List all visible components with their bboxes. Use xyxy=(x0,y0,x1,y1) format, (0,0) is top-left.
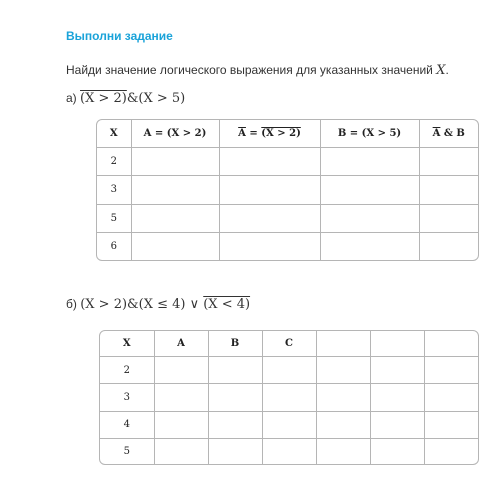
table-b-answer-cell[interactable] xyxy=(154,438,208,464)
table-a-answer-cell[interactable] xyxy=(320,176,419,204)
part-a-expression xyxy=(80,91,185,106)
table-a-header-not-a-rhs: (X > 2) xyxy=(261,127,301,139)
table-b-answer-cell[interactable] xyxy=(208,384,262,411)
table-a-header-not-a xyxy=(219,120,320,147)
table-a-row xyxy=(97,176,478,204)
task-text: Найди значение логического выражения для указанных значений xyxy=(66,63,433,77)
table-b-answer-cell[interactable] xyxy=(316,411,370,438)
part-b-expr-main: (X > 2)&(X ≤ 4) ∨ xyxy=(80,297,204,312)
table-b-cell-x: 3 xyxy=(100,384,154,411)
table-a-row xyxy=(97,147,478,175)
part-b-label xyxy=(66,297,250,312)
table-b-answer-cell[interactable] xyxy=(370,384,424,411)
table-b-answer-cell[interactable] xyxy=(316,438,370,464)
table-a-answer-cell[interactable] xyxy=(219,176,320,204)
table-b-answer-cell[interactable] xyxy=(424,411,478,438)
table-a-row xyxy=(97,204,478,232)
table-a-answer-cell[interactable] xyxy=(320,204,419,232)
table-b-answer-cell[interactable] xyxy=(208,357,262,384)
table-b-answer-cell[interactable] xyxy=(370,411,424,438)
table-b-answer-cell[interactable] xyxy=(262,384,316,411)
table-a-answer-cell[interactable] xyxy=(320,147,419,175)
table-a-row xyxy=(97,233,478,260)
part-a-prefix: а) xyxy=(66,91,77,105)
table-b-answer-cell[interactable] xyxy=(370,357,424,384)
table-b-cell-x: 5 xyxy=(100,438,154,464)
table-b-row xyxy=(100,357,478,384)
table-b xyxy=(99,330,479,465)
table-b-answer-cell[interactable] xyxy=(208,438,262,464)
part-b-prefix: б) xyxy=(66,297,77,311)
table-a-answer-cell[interactable] xyxy=(219,147,320,175)
table-b-answer-cell[interactable] xyxy=(262,357,316,384)
table-b-header-x: X xyxy=(100,331,154,357)
table-b-answer-cell[interactable] xyxy=(424,384,478,411)
table-b-answer-cell[interactable] xyxy=(424,438,478,464)
table-b-header-empty[interactable] xyxy=(424,331,478,357)
table-a-answer-cell[interactable] xyxy=(419,176,478,204)
table-b-answer-cell[interactable] xyxy=(154,357,208,384)
table-a-header-not-a-and-b xyxy=(419,120,478,147)
table-b-row xyxy=(100,438,478,464)
table-b-cell-x: 4 xyxy=(100,411,154,438)
table-a-answer-cell[interactable] xyxy=(219,204,320,232)
table-a-cell-x: 3 xyxy=(97,176,131,204)
table-a-answer-cell[interactable] xyxy=(219,233,320,260)
table-a-cell-x: 6 xyxy=(97,233,131,260)
part-a-expr-rest: &(X > 5) xyxy=(126,91,186,106)
table-b-answer-cell[interactable] xyxy=(316,384,370,411)
table-a-header-not-a-lhs: $\overline{A}$ xyxy=(238,127,246,139)
table-b-header-a: A xyxy=(154,331,208,357)
table-b-answer-cell[interactable] xyxy=(424,357,478,384)
table-a-cell-x: 2 xyxy=(97,147,131,175)
table-a-header-b: B = (X > 5) xyxy=(320,120,419,147)
table-a-header-row xyxy=(97,120,478,147)
table-b-header-b: B xyxy=(208,331,262,357)
table-a-header-a-lhs: A xyxy=(143,127,152,139)
table-b-header-c: C xyxy=(262,331,316,357)
part-b-expression xyxy=(80,297,250,312)
table-a-header-not-a-eq: = xyxy=(245,127,262,139)
table-b-cell-x: 2 xyxy=(100,357,154,384)
table-a-header-not-a-and-b-rhs: & B xyxy=(440,127,465,139)
table-b-answer-cell[interactable] xyxy=(262,438,316,464)
table-a-answer-cell[interactable] xyxy=(419,204,478,232)
table-b-answer-cell[interactable] xyxy=(370,438,424,464)
part-a-label xyxy=(66,91,185,106)
table-b-row xyxy=(100,411,478,438)
table-b-row xyxy=(100,384,478,411)
table-a-answer-cell[interactable] xyxy=(419,233,478,260)
part-a-expr-overlined: (X > 2) xyxy=(80,91,127,106)
page-title: Выполни задание xyxy=(66,29,173,43)
table-b-answer-cell[interactable] xyxy=(316,357,370,384)
table-a-answer-cell[interactable] xyxy=(131,233,219,260)
table-b-answer-cell[interactable] xyxy=(154,411,208,438)
task-description xyxy=(66,63,449,78)
table-b-answer-cell[interactable] xyxy=(208,411,262,438)
table-a xyxy=(96,119,479,261)
table-b-header-empty[interactable] xyxy=(370,331,424,357)
table-a-cell-x: 5 xyxy=(97,204,131,232)
table-a-header-not-a-and-b-lhs: $\overline{A}$ xyxy=(432,127,441,139)
task-end: . xyxy=(445,63,449,77)
table-b-header-row xyxy=(100,331,478,357)
table-a-answer-cell[interactable] xyxy=(320,233,419,260)
table-b-answer-cell[interactable] xyxy=(154,384,208,411)
table-a-header-a-rhs: = (X > 2) xyxy=(151,127,207,139)
table-a-answer-cell[interactable] xyxy=(131,147,219,175)
table-a-answer-cell[interactable] xyxy=(131,176,219,204)
table-a-header-x: X xyxy=(97,120,131,147)
table-a-header-a xyxy=(131,120,219,147)
table-b-answer-cell[interactable] xyxy=(262,411,316,438)
table-a-answer-cell[interactable] xyxy=(131,204,219,232)
table-b-header-empty[interactable] xyxy=(316,331,370,357)
part-b-expr-overlined: (X < 4) xyxy=(203,297,251,312)
table-a-answer-cell[interactable] xyxy=(419,147,478,175)
task-variable: X xyxy=(436,63,446,78)
